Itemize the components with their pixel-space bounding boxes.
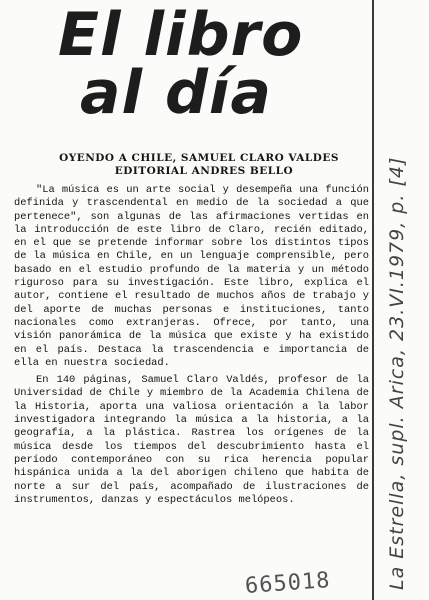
headline-line-2: al día — [80, 58, 272, 128]
book-publisher: EDITORIAL ANDRES BELLO — [114, 165, 294, 177]
handwritten-margin-note: La Estrella, supl. Arica, 23.VI.1979, p. [4] — [386, 156, 408, 590]
article-body — [14, 184, 369, 507]
article-paragraph-1: "La música es un arte social y desempeña una función definida y trascendental en medio de la sociedad a que pertenece", son algunas de las afirmaciones vertidas en la introducción de este libro de Claro, recién editado, en el que se pretende informar sobre los distintos tipos de la música en Chile, en un lenguaje comprensible, pero basado en el estudio profundo de la materia y un método riguroso para su investigación. Este libro, explica el autor, contiene el resultado de muchos años de trabajo y del aporte de muchas personas e instituciones, tanto nacionales como extranjeras. Ofrece, por tanto, una visión panorámica de la música que existe y ha existido en el país. Destaca la trascendencia e importancia de ella en nuestra sociedad. — [14, 184, 369, 369]
book-source — [34, 152, 364, 178]
article-paragraph-2: En 140 páginas, Samuel Claro Valdés, profesor de la Universidad de Chile y miembro de la Academia Chilena de la Historia, aporta una valiosa orientación a la labor investigadora integrando la música a la historia, a la geografía, a la plástica. Rastrea los orígenes de la música desde los tiempos del descubrimiento hasta el período contemporáneo con su rica herencia popular hispánica unida a la del aborigen chileno que habita de norte a sur del país, acompañado de ilustraciones de instrumentos, danzas y espectáculos melópeos. — [14, 374, 369, 506]
book-title-author: OYENDO A CHILE, SAMUEL CLARO VALDES — [59, 152, 339, 164]
headline — [58, 0, 358, 128]
headline-line-1: El libro — [58, 0, 304, 70]
archive-stamp: 665018 — [244, 568, 332, 599]
clipping-border — [372, 0, 374, 600]
